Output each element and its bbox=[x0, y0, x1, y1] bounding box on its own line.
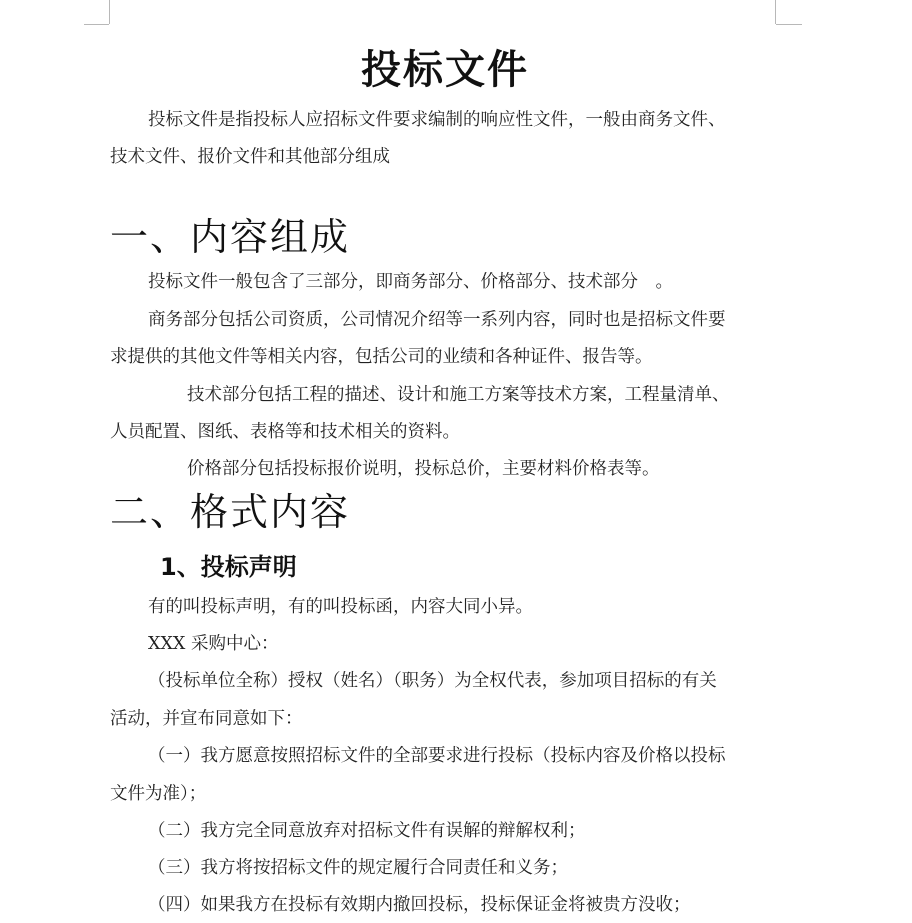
declaration-item-2: （二）我方完全同意放弃对招标文件有误解的辩解权利； bbox=[148, 821, 586, 841]
section-2-subheading: 1、投标声明 bbox=[160, 553, 297, 581]
margin-mark-top-left-h bbox=[84, 24, 109, 25]
section-1-paragraph-2-line-2: 求提供的其他文件等相关内容，包括公司的业绩和各种证件、报告等。 bbox=[110, 347, 653, 367]
margin-mark-top-right bbox=[775, 0, 776, 24]
declaration-item-1-line-1: （一）我方愿意按照招标文件的全部要求进行投标（投标内容及价格以投标 bbox=[148, 746, 726, 766]
section-2-paragraph-2: XXX 采购中心： bbox=[148, 634, 279, 654]
margin-mark-top-left bbox=[109, 0, 110, 24]
intro-line-1: 投标文件是指投标人应招标文件要求编制的响应性文件，一般由商务文件、 bbox=[148, 110, 726, 130]
section-2-paragraph-3-line-2: 活动，并宣布同意如下： bbox=[110, 709, 303, 729]
section-2-paragraph-1: 有的叫投标声明，有的叫投标函，内容大同小异。 bbox=[148, 597, 533, 617]
section-1-heading: 一、内容组成 bbox=[110, 215, 351, 259]
section-1-paragraph-1: 投标文件一般包含了三部分，即商务部分、价格部分、技术部分 。 bbox=[148, 272, 673, 292]
section-1-paragraph-4: 价格部分包括投标报价说明，投标总价，主要材料价格表等。 bbox=[187, 459, 660, 479]
intro-line-2: 技术文件、报价文件和其他部分组成 bbox=[110, 147, 390, 167]
declaration-item-4: （四）如果我方在投标有效期内撤回投标，投标保证金将被贵方没收； bbox=[148, 895, 691, 915]
declaration-item-1-line-2: 文件为准）； bbox=[110, 784, 207, 804]
declaration-item-3: （三）我方将按招标文件的规定履行合同责任和义务； bbox=[148, 858, 568, 878]
section-1-paragraph-3-line-2: 人员配置、图纸、表格等和技术相关的资料。 bbox=[110, 422, 460, 442]
section-1-paragraph-2-line-1: 商务部分包括公司资质，公司情况介绍等一系列内容，同时也是招标文件要 bbox=[148, 310, 726, 330]
document-title: 投标文件 bbox=[361, 47, 529, 93]
section-2-heading: 二、格式内容 bbox=[110, 490, 351, 534]
section-1-paragraph-3-line-1: 技术部分包括工程的描述、设计和施工方案等技术方案，工程量清单、 bbox=[187, 385, 730, 405]
margin-mark-top-right-h bbox=[776, 24, 802, 25]
section-2-paragraph-3-line-1: （投标单位全称）授权（姓名）（职务）为全权代表，参加项目招标的有关 bbox=[148, 671, 717, 691]
